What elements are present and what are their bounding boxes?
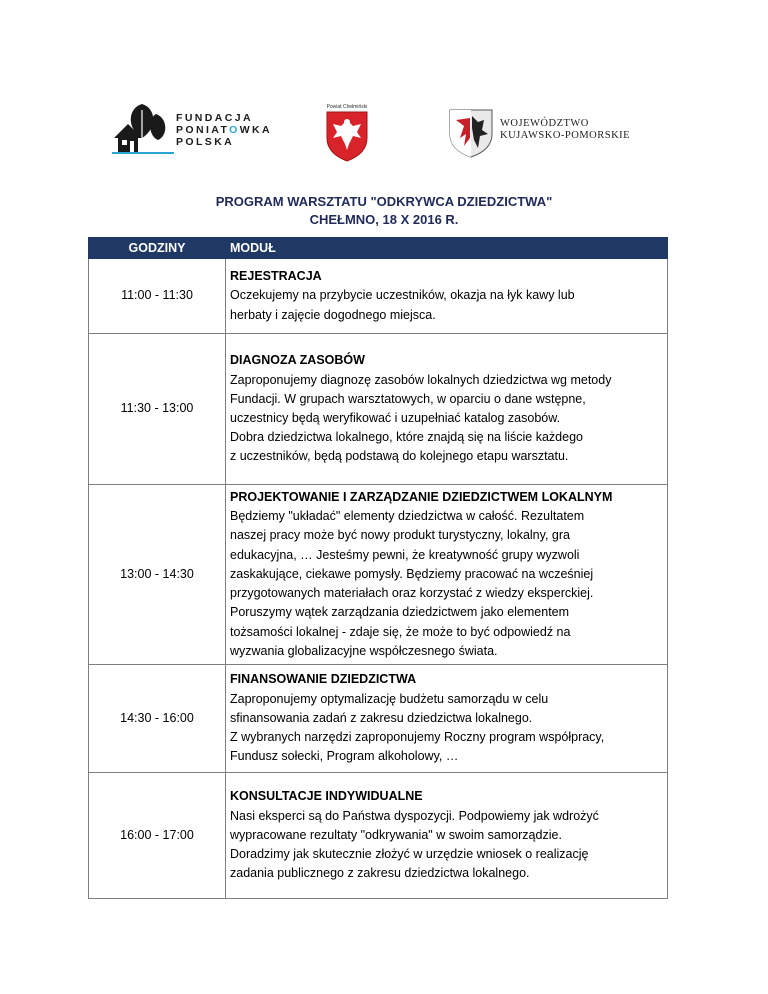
module-line: Fundacji. W grupach warsztatowych, w oparciu o dane wstępne, (230, 391, 586, 406)
module-cell (226, 773, 668, 899)
module-line: Z wybranych narzędzi zaproponujemy Roczny program współpracy, (230, 730, 605, 745)
table-row (89, 485, 668, 665)
module-line: zaskakujące, ciekawe pomysły. Będziemy pracować na wcześniej (230, 566, 594, 581)
wojewodztwo-logo (448, 108, 638, 158)
fundacja-line-2: PONIATOWKA (176, 124, 272, 136)
table-row (89, 773, 668, 899)
module-line: z uczestników, będą podstawą do kolejnego etapu warsztatu. (230, 449, 569, 464)
module-cell (226, 665, 668, 773)
powiat-logo (322, 104, 372, 162)
fundacja-logo (112, 100, 272, 158)
module-line: Doradzimy jak skutecznie złożyć w urzędzie wniosek o realizację (230, 847, 589, 862)
logo-bar (0, 96, 768, 166)
title-line-1: PROGRAM WARSZTATU "ODKRYWCA DZIEDZICTWA" (215, 194, 553, 209)
module-cell (226, 485, 668, 665)
module-line: Nasi eksperci są do Państwa dyspozycji. Podpowiemy jak wdrożyć (230, 808, 599, 823)
module-heading: PROJEKTOWANIE I ZARZĄDZANIE DZIEDZICTWEM LOKALNYM (230, 490, 613, 505)
column-header-hours: GODZINY (89, 238, 226, 259)
house-tree-icon (112, 100, 176, 158)
fundacja-line-1: FUNDACJA (176, 112, 253, 124)
table-row (89, 334, 668, 485)
title-line-2: CHEŁMNO, 18 X 2016 R. (309, 212, 459, 227)
module-line: Oczekujemy na przybycie uczestników, okazja na łyk kawy lub (230, 288, 575, 303)
module-cell (226, 259, 668, 334)
powiat-caption: Powiat Chełmiński (326, 104, 368, 110)
module-line: Będziemy "układać" elementy dziedzictwa w całość. Rezultatem (230, 509, 585, 524)
module-heading: FINANSOWANIE DZIEDZICTWA (230, 672, 417, 687)
module-line: Dobra dziedzictwa lokalnego, które znajdą się na liście każdego (230, 430, 583, 445)
module-line: edukacyjna, … Jesteśmy pewni, że kreatywność grupy wyzwoli (230, 547, 580, 562)
time-cell: 11:00 - 11:30 (89, 259, 226, 334)
module-cell (226, 334, 668, 485)
wojewodztwo-line-1: WOJEWÓDZTWO (500, 118, 589, 129)
module-heading: REJESTRACJA (230, 269, 322, 284)
fundacja-line-3: POLSKA (176, 136, 235, 148)
module-line: Poruszymy wątek zarządzania dziedzictwem jako elementem (230, 605, 570, 620)
time-cell: 14:30 - 16:00 (89, 665, 226, 773)
module-line: Zaproponujemy optymalizację budżetu samorządu w celu (230, 691, 549, 706)
time-cell: 13:00 - 14:30 (89, 485, 226, 665)
voivodeship-crest-icon (448, 108, 494, 158)
table-row (89, 259, 668, 334)
module-line: uczestnicy będą weryfikować i uzupełniać katalog zasobów. (230, 411, 561, 425)
module-line: przygotowanych materiałach oraz korzystać z wiedzy eksperckiej. (230, 586, 594, 601)
module-line: sfinansowania zadań z zakresu dziedzictwa lokalnego. (230, 710, 533, 725)
table-header-row (89, 238, 668, 259)
table-row (89, 665, 668, 773)
module-heading: KONSULTACJE INDYWIDUALNE (230, 789, 423, 804)
module-line: Zaproponujemy diagnozę zasobów lokalnych dziedzictwa wg metody (230, 372, 612, 387)
module-line: wyzwania globalizacyjne współczesnego świata. (230, 643, 498, 658)
module-line: tożsamości lokalnej - zdaje się, że może to być odpowiedź na (230, 624, 571, 639)
coat-of-arms-icon (325, 110, 369, 162)
module-line: Fundusz sołecki, Program alkoholowy, … (230, 749, 459, 764)
module-line: wypracowane rezultaty "odkrywania" w swoim samorządzie. (230, 827, 562, 842)
schedule-table (88, 237, 668, 899)
wojewodztwo-line-2: KUJAWSKO-POMORSKIE (500, 130, 631, 141)
time-cell: 16:00 - 17:00 (89, 773, 226, 899)
module-line: herbaty i zajęcie dogodnego miejsca. (230, 307, 436, 322)
column-header-module: MODUŁ (226, 238, 668, 259)
module-heading: DIAGNOZA ZASOBÓW (230, 353, 365, 368)
module-line: zadania publicznego z zakresu dziedzictwa lokalnego. (230, 866, 530, 881)
module-line: naszej pracy może być nowy produkt turystyczny, lokalny, gra (230, 528, 570, 543)
page-title (0, 193, 768, 229)
time-cell: 11:30 - 13:00 (89, 334, 226, 485)
